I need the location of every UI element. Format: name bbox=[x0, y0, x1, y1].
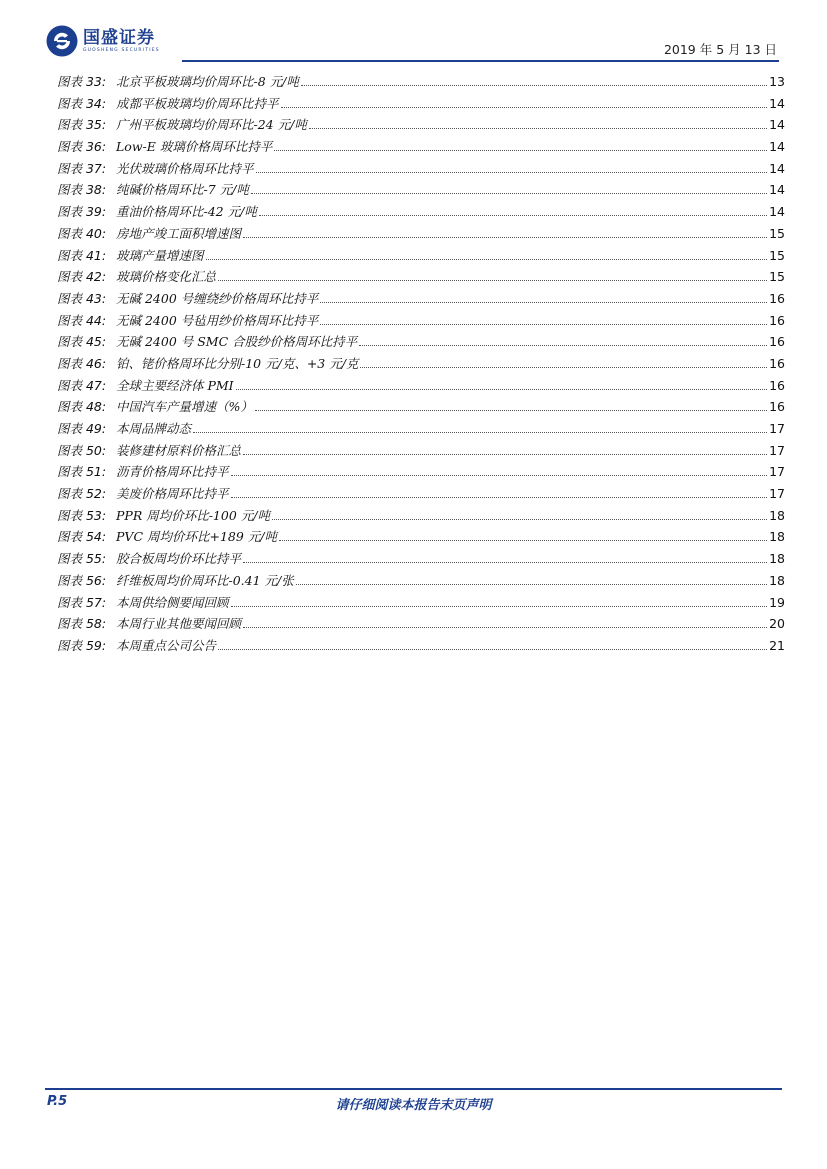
toc-entry[interactable] bbox=[57, 593, 785, 615]
toc-dot-leader bbox=[231, 497, 768, 498]
toc-dot-leader bbox=[296, 584, 767, 585]
toc-dot-leader bbox=[251, 193, 767, 194]
toc-entry-title: 重油价格周环比-42 元/吨 bbox=[116, 204, 257, 220]
toc-entry-page: 17 bbox=[769, 442, 785, 458]
toc-dot-leader bbox=[281, 107, 768, 108]
toc-entry-page: 16 bbox=[769, 312, 785, 328]
toc-entry-label: 图表 39: bbox=[57, 204, 107, 220]
toc-entry[interactable] bbox=[57, 246, 785, 268]
toc-entry-title: 广州平板玻璃均价周环比-24 元/吨 bbox=[116, 117, 307, 133]
toc-entry[interactable] bbox=[57, 614, 785, 636]
toc-entry-title: 胶合板周均价环比持平 bbox=[116, 551, 242, 567]
toc-entry-title: 成都平板玻璃均价周环比持平 bbox=[116, 95, 279, 111]
toc-entry-label: 图表 35: bbox=[57, 117, 107, 133]
toc-entry-title: PPR 周均价环比-100 元/吨 bbox=[116, 507, 270, 523]
toc-entry[interactable] bbox=[57, 267, 785, 289]
toc-entry-title: 装修建材原料价格汇总 bbox=[116, 442, 242, 458]
toc-entry[interactable] bbox=[57, 180, 785, 202]
toc-entry[interactable] bbox=[57, 311, 785, 333]
toc-entry-title: 无碱 2400 号毡用纱价格周环比持平 bbox=[116, 312, 319, 328]
toc-entry-page: 14 bbox=[769, 182, 785, 198]
toc-entry[interactable] bbox=[57, 224, 785, 246]
toc-entry-title: PVC 周均价环比+189 元/吨 bbox=[116, 529, 277, 545]
toc-entry-page: 13 bbox=[769, 74, 785, 89]
toc-dot-leader bbox=[243, 627, 767, 628]
toc-entry[interactable] bbox=[57, 484, 785, 506]
toc-entry-title: 纤维板周均价周环比-0.41 元/张 bbox=[116, 572, 294, 588]
report-date: 2019 年 5 月 13 日 bbox=[663, 42, 777, 57]
toc-entry-page: 15 bbox=[769, 247, 785, 263]
toc-entry[interactable] bbox=[57, 376, 785, 398]
toc-entry-title: 玻璃价格变化汇总 bbox=[116, 269, 217, 285]
toc-entry-page: 21 bbox=[769, 637, 785, 653]
toc-entry-page: 18 bbox=[769, 529, 785, 545]
toc-entry-label: 图表 36: bbox=[57, 139, 107, 155]
header-divider bbox=[182, 60, 779, 62]
toc-entry-label: 图表 57: bbox=[57, 594, 107, 610]
toc-entry-title: 中国汽车产量增速（%） bbox=[116, 399, 253, 415]
toc-dot-leader bbox=[218, 649, 767, 650]
toc-entry-label: 图表 59: bbox=[57, 637, 107, 653]
toc-entry[interactable] bbox=[57, 549, 785, 571]
page-number: P.5 bbox=[47, 1094, 68, 1109]
toc-dot-leader bbox=[255, 410, 767, 411]
toc-entry-page: 14 bbox=[769, 139, 785, 155]
toc-entry-label: 图表 49: bbox=[57, 421, 107, 436]
toc-dot-leader bbox=[272, 519, 767, 520]
toc-entry-label: 图表 40: bbox=[57, 225, 107, 241]
toc-entry-label: 图表 51: bbox=[57, 464, 107, 480]
toc-entry-page: 14 bbox=[769, 117, 785, 133]
toc-entry-label: 图表 45: bbox=[57, 334, 107, 350]
toc-entry-label: 图表 55: bbox=[57, 551, 107, 567]
toc-entry[interactable] bbox=[57, 397, 785, 419]
toc-entry-label: 图表 37: bbox=[57, 160, 107, 176]
figure-index-list bbox=[57, 72, 785, 658]
toc-entry-label: 图表 54: bbox=[57, 529, 107, 545]
toc-dot-leader bbox=[243, 454, 767, 455]
guosheng-logo-icon bbox=[46, 25, 78, 57]
toc-entry-label: 图表 53: bbox=[57, 507, 107, 523]
toc-entry-label: 图表 41: bbox=[57, 247, 107, 263]
toc-entry-label: 图表 46: bbox=[57, 355, 107, 371]
toc-entry[interactable] bbox=[57, 506, 785, 528]
toc-entry[interactable] bbox=[57, 571, 785, 593]
toc-entry-label: 图表 52: bbox=[57, 486, 107, 502]
toc-entry-page: 16 bbox=[769, 399, 785, 415]
toc-entry-page: 16 bbox=[769, 290, 785, 306]
toc-dot-leader bbox=[231, 475, 768, 476]
toc-entry[interactable] bbox=[57, 354, 785, 376]
toc-entry-label: 图表 48: bbox=[57, 399, 107, 415]
toc-dot-leader bbox=[193, 432, 767, 433]
toc-dot-leader bbox=[206, 259, 768, 260]
toc-dot-leader bbox=[231, 606, 768, 607]
toc-dot-leader bbox=[359, 345, 767, 346]
toc-dot-leader bbox=[243, 562, 767, 563]
toc-entry-title: 沥青价格周环比持平 bbox=[116, 464, 229, 480]
toc-entry-page: 16 bbox=[769, 355, 785, 371]
toc-entry-page: 18 bbox=[769, 551, 785, 567]
toc-entry[interactable] bbox=[57, 419, 785, 441]
toc-entry-page: 20 bbox=[769, 616, 785, 632]
toc-entry-label: 图表 33: bbox=[57, 74, 107, 89]
toc-entry-label: 图表 44: bbox=[57, 312, 107, 328]
toc-dot-leader bbox=[309, 128, 767, 129]
toc-entry-label: 图表 56: bbox=[57, 572, 107, 588]
toc-entry-label: 图表 38: bbox=[57, 182, 107, 198]
toc-entry[interactable] bbox=[57, 94, 785, 116]
toc-entry-label: 图表 42: bbox=[57, 269, 107, 285]
toc-entry-page: 14 bbox=[769, 160, 785, 176]
toc-entry-page: 14 bbox=[769, 95, 785, 111]
toc-entry[interactable] bbox=[57, 332, 785, 354]
toc-entry-title: 玻璃产量增速图 bbox=[116, 247, 204, 263]
toc-entry-title: 房地产竣工面积增速图 bbox=[116, 225, 242, 241]
toc-entry-title: 铂、铑价格周环比分别-10 元/克、+3 元/克 bbox=[116, 355, 359, 371]
toc-dot-leader bbox=[279, 540, 767, 541]
toc-entry-page: 17 bbox=[769, 486, 785, 502]
toc-entry-page: 15 bbox=[769, 225, 785, 241]
toc-entry[interactable] bbox=[57, 527, 785, 549]
toc-entry-page: 16 bbox=[769, 334, 785, 350]
toc-dot-leader bbox=[360, 367, 767, 368]
toc-dot-leader bbox=[256, 172, 768, 173]
toc-entry[interactable] bbox=[57, 636, 785, 658]
brand-name-en: GUOSHENG SECURITIES bbox=[83, 47, 160, 53]
toc-entry[interactable] bbox=[57, 115, 785, 137]
toc-dot-leader bbox=[236, 389, 767, 390]
toc-entry-title: 无碱 2400 号缠绕纱价格周环比持平 bbox=[116, 290, 319, 306]
brand-logo bbox=[46, 24, 160, 58]
toc-dot-leader bbox=[259, 215, 767, 216]
toc-entry[interactable] bbox=[57, 441, 785, 463]
toc-entry-label: 图表 34: bbox=[57, 95, 107, 111]
toc-entry-page: 15 bbox=[769, 269, 785, 285]
toc-entry-title: 光伏玻璃价格周环比持平 bbox=[116, 160, 254, 176]
toc-entry-page: 17 bbox=[769, 464, 785, 480]
toc-entry[interactable] bbox=[57, 202, 785, 224]
footer-divider bbox=[45, 1088, 782, 1090]
toc-entry-page: 18 bbox=[769, 507, 785, 523]
toc-entry[interactable] bbox=[57, 289, 785, 311]
toc-dot-leader bbox=[301, 85, 767, 86]
toc-entry-page: 17 bbox=[769, 421, 785, 436]
toc-entry-label: 图表 43: bbox=[57, 290, 107, 306]
toc-dot-leader bbox=[320, 324, 767, 325]
toc-entry-page: 19 bbox=[769, 594, 785, 610]
toc-entry-title: 本周供给侧要闻回顾 bbox=[116, 594, 229, 610]
toc-entry-title: 全球主要经济体 PMI bbox=[116, 377, 234, 393]
toc-entry[interactable] bbox=[57, 462, 785, 484]
toc-entry[interactable] bbox=[57, 159, 785, 181]
toc-entry-page: 16 bbox=[769, 377, 785, 393]
toc-entry-title: 本周行业其他要闻回顾 bbox=[116, 616, 242, 632]
toc-entry-title: 美废价格周环比持平 bbox=[116, 486, 229, 502]
toc-entry-label: 图表 47: bbox=[57, 377, 107, 393]
toc-dot-leader bbox=[320, 302, 767, 303]
toc-entry-page: 14 bbox=[769, 204, 785, 220]
toc-entry-label: 图表 50: bbox=[57, 442, 107, 458]
toc-entry[interactable] bbox=[57, 137, 785, 159]
toc-entry-title: Low-E 玻璃价格周环比持平 bbox=[116, 139, 273, 155]
toc-dot-leader bbox=[274, 150, 767, 151]
toc-entry-title: 北京平板玻璃均价周环比-8 元/吨 bbox=[116, 74, 299, 89]
toc-entry[interactable] bbox=[57, 72, 785, 94]
toc-dot-leader bbox=[243, 237, 767, 238]
toc-entry-title: 无碱 2400 号 SMC 合股纱价格周环比持平 bbox=[116, 334, 358, 350]
toc-entry-page: 18 bbox=[769, 572, 785, 588]
toc-entry-title: 本周重点公司公告 bbox=[116, 637, 217, 653]
toc-entry-label: 图表 58: bbox=[57, 616, 107, 632]
toc-dot-leader bbox=[218, 280, 767, 281]
toc-entry-title: 纯碱价格周环比-7 元/吨 bbox=[116, 182, 249, 198]
toc-entry-title: 本周品牌动态 bbox=[116, 421, 192, 436]
brand-name-cn: 国盛证券 bbox=[83, 27, 155, 48]
disclaimer-note: 请仔细阅读本报告末页声明 bbox=[335, 1098, 492, 1113]
